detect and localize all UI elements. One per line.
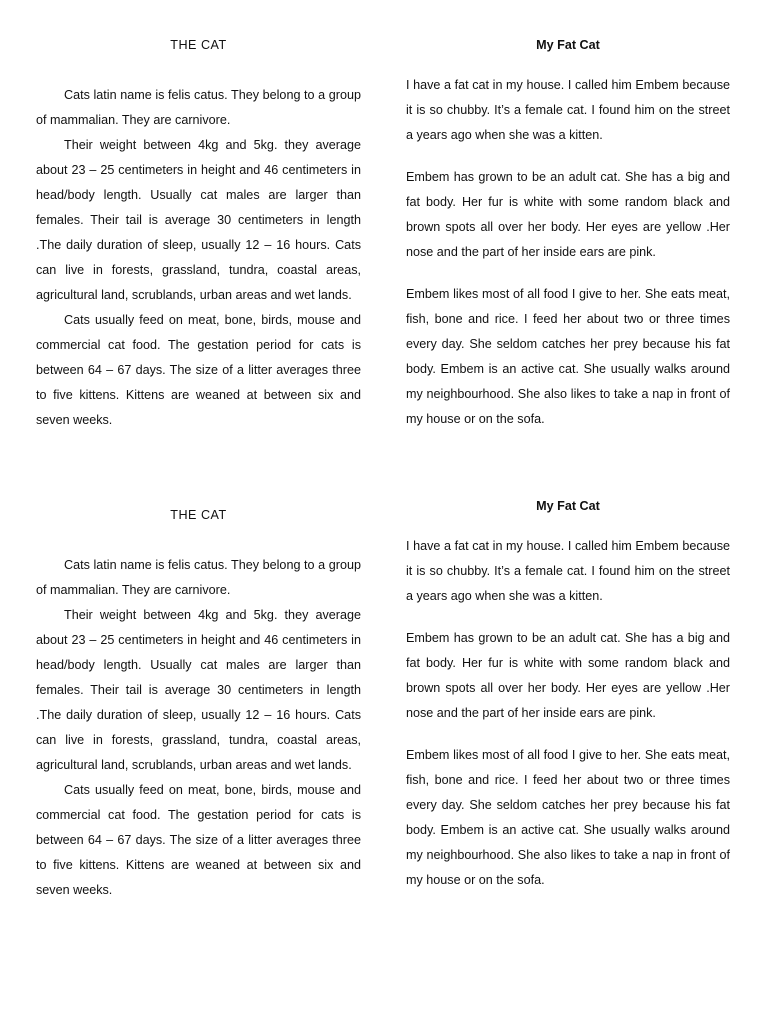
my-fat-cat-section-bottom — [406, 494, 730, 910]
my-fat-cat-title: My Fat Cat — [536, 38, 600, 52]
the-cat-section-bottom — [36, 503, 361, 903]
the-cat-title: THE CAT — [170, 38, 227, 52]
the-cat-paragraph: Cats usually feed on meat, bone, birds, mouse and commercial cat food. The gestation period for cats is between 64 – 67 days. The size of a litter averages three to five kittens. Kittens are weaned at between six and seven weeks. — [36, 783, 361, 897]
the-cat-paragraph: Their weight between 4kg and 5kg. they average about 23 – 25 centimeters in height and 46 centimeters in head/body length. Usually cat males are larger than females. Their tail is average 30 centimeters in length .The daily duration of sleep, usually 12 – 16 hours. Cats can live in forests, grassland, tundra, coastal areas, agricultural land, scrublands, urban areas and wet lands. — [36, 138, 361, 302]
my-fat-cat-paragraph: Embem has grown to be an adult cat. She has a big and fat body. Her fur is white with some random black and brown spots all over her body. Her eyes are yellow .Her nose and the part of her inside ears are pink. — [406, 170, 730, 259]
my-fat-cat-paragraph: Embem has grown to be an adult cat. She has a big and fat body. Her fur is white with some random black and brown spots all over her body. Her eyes are yellow .Her nose and the part of her inside ears are pink. — [406, 631, 730, 720]
the-cat-paragraph: Cats latin name is felis catus. They belong to a group of mammalian. They are carnivore. — [36, 88, 361, 127]
the-cat-title: THE CAT — [170, 508, 227, 522]
my-fat-cat-paragraph: Embem likes most of all food I give to her. She eats meat, fish, bone and rice. I feed her about two or three times every day. She seldom catches her prey because his fat body. Embem is an active cat. She usually walks around my neighbourhood. She also likes to take a nap in front of my house or on the sofa. — [406, 287, 730, 426]
the-cat-paragraph: Cats usually feed on meat, bone, birds, mouse and commercial cat food. The gestation period for cats is between 64 – 67 days. The size of a litter averages three to five kittens. Kittens are weaned at between six and seven weeks. — [36, 313, 361, 427]
the-cat-section-top — [36, 33, 361, 433]
the-cat-paragraph: Cats latin name is felis catus. They belong to a group of mammalian. They are carnivore. — [36, 558, 361, 597]
my-fat-cat-paragraph: I have a fat cat in my house. I called him Embem because it is so chubby. It’s a female cat. I found him on the street a years ago when she was a kitten. — [406, 539, 730, 603]
the-cat-paragraph: Their weight between 4kg and 5kg. they average about 23 – 25 centimeters in height and 46 centimeters in head/body length. Usually cat males are larger than females. Their tail is average 30 centimeters in length .The daily duration of sleep, usually 12 – 16 hours. Cats can live in forests, grassland, tundra, coastal areas, agricultural land, scrublands, urban areas and wet lands. — [36, 608, 361, 772]
my-fat-cat-paragraph: Embem likes most of all food I give to her. She eats meat, fish, bone and rice. I feed her about two or three times every day. She seldom catches her prey because his fat body. Embem is an active cat. She usually walks around my neighbourhood. She also likes to take a nap in front of my house or on the sofa. — [406, 748, 730, 887]
my-fat-cat-title: My Fat Cat — [536, 499, 600, 513]
my-fat-cat-paragraph: I have a fat cat in my house. I called him Embem because it is so chubby. It’s a female cat. I found him on the street a years ago when she was a kitten. — [406, 78, 730, 142]
my-fat-cat-section-top — [406, 33, 730, 449]
